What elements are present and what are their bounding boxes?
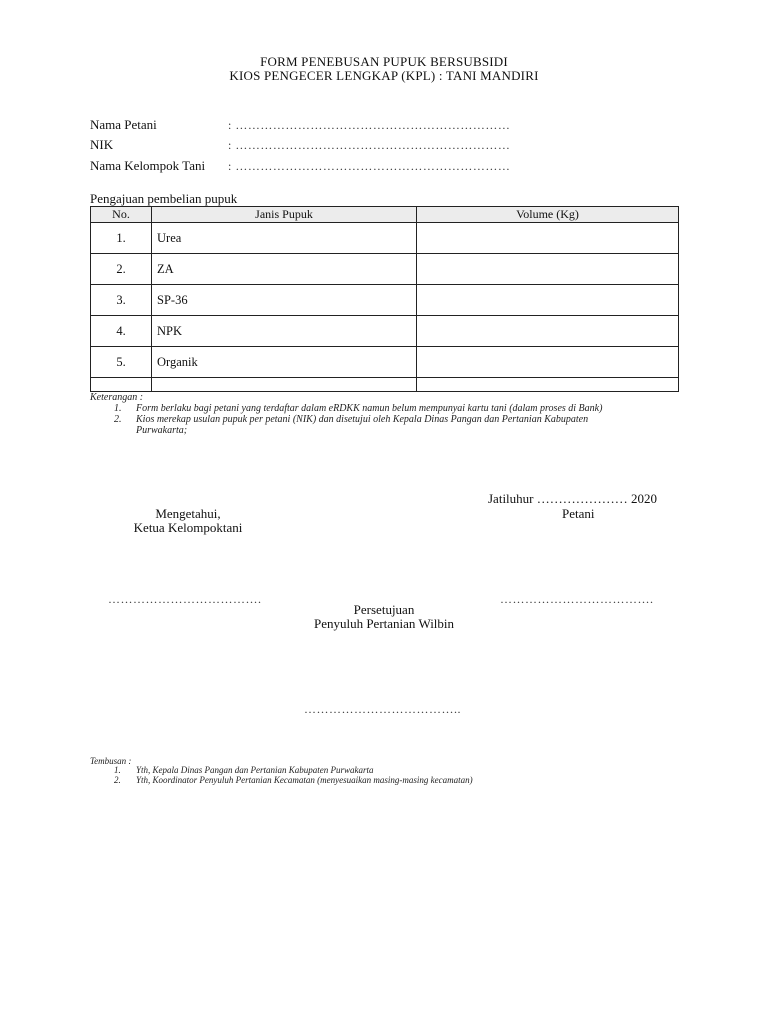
petani-label: Petani bbox=[562, 506, 595, 521]
field-label-nama-petani: Nama Petani bbox=[90, 117, 157, 132]
form-title: FORM PENEBUSAN PUPUK BERSUBSIDI bbox=[260, 54, 508, 69]
left-signature-line: ………………………………. bbox=[108, 592, 262, 606]
row-volume-cell[interactable] bbox=[417, 347, 679, 378]
row-jenis: NPK bbox=[152, 316, 417, 347]
row-volume-cell[interactable] bbox=[417, 316, 679, 347]
table-row bbox=[91, 347, 679, 378]
field-label-nik: NIK bbox=[90, 137, 114, 152]
field-value-kelompok-tani[interactable]: : ………………………………………………………… bbox=[228, 159, 511, 173]
row-jenis-blank bbox=[152, 378, 417, 392]
row-jenis: ZA bbox=[152, 254, 417, 285]
field-label-kelompok-tani: Nama Kelompok Tani bbox=[90, 158, 206, 173]
tembusan-num-2: 2. bbox=[114, 775, 121, 785]
row-volume-cell[interactable] bbox=[417, 254, 679, 285]
mengetahui-label: Mengetahui, bbox=[155, 506, 221, 521]
table-row bbox=[91, 223, 679, 254]
table-row-blank bbox=[91, 378, 679, 392]
keterangan-text-2b: Purwakarta; bbox=[136, 425, 188, 436]
fertilizer-table bbox=[90, 206, 679, 392]
persetujuan-label: Persetujuan bbox=[353, 602, 415, 617]
table-row bbox=[91, 254, 679, 285]
form-subtitle: KIOS PENGECER LENGKAP (KPL) : TANI MANDIRI bbox=[229, 68, 539, 83]
ketua-kelompoktani-label: Ketua Kelompoktani bbox=[133, 520, 243, 535]
header-no: No. bbox=[91, 207, 152, 223]
table-row bbox=[91, 316, 679, 347]
row-volume-cell[interactable] bbox=[417, 223, 679, 254]
row-no: 2. bbox=[91, 254, 152, 285]
table-header-row bbox=[91, 207, 679, 223]
row-volume-cell[interactable] bbox=[417, 285, 679, 316]
keterangan-text-1: Form berlaku bagi petani yang terdaftar dalam eRDKK namun belum mempunyai kartu tani (dalam proses di Bank) bbox=[136, 403, 603, 414]
tembusan-title: Tembusan : bbox=[90, 756, 132, 766]
right-signature-line: ………………………………. bbox=[500, 592, 654, 606]
keterangan-title: Keterangan : bbox=[90, 392, 144, 403]
tembusan-text-2: Yth, Koordinator Penyuluh Pertanian Kecamatan (menyesuaikan masing-masing kecamatan) bbox=[136, 775, 473, 785]
table-row bbox=[91, 285, 679, 316]
row-no: 1. bbox=[91, 223, 152, 254]
penyuluh-label: Penyuluh Pertanian Wilbin bbox=[313, 616, 455, 631]
field-value-nik[interactable]: : ………………………………………………………… bbox=[228, 138, 511, 152]
tembusan-num-1: 1. bbox=[114, 765, 121, 775]
keterangan-text-2: Kios merekap usulan pupuk per petani (NIK) dan disetujui oleh Kepala Dinas Pangan dan Pertanian Kabupaten bbox=[136, 414, 589, 425]
place-date: Jatiluhur ………………… 2020 bbox=[488, 491, 657, 506]
center-signature-line: ……………………………….. bbox=[304, 702, 461, 716]
header-volume: Volume (Kg) bbox=[417, 207, 679, 223]
row-no: 5. bbox=[91, 347, 152, 378]
keterangan-num-2: 2. bbox=[114, 414, 122, 425]
row-jenis: SP-36 bbox=[152, 285, 417, 316]
field-value-nama-petani[interactable]: : ………………………………………………………… bbox=[228, 118, 511, 132]
table-caption: Pengajuan pembelian pupuk bbox=[90, 191, 238, 206]
header-jenis-pupuk: Janis Pupuk bbox=[152, 207, 417, 223]
tembusan-text-1: Yth, Kepala Dinas Pangan dan Pertanian Kabupaten Purwakarta bbox=[136, 765, 374, 775]
row-volume-blank[interactable] bbox=[417, 378, 679, 392]
row-no: 4. bbox=[91, 316, 152, 347]
row-no-blank bbox=[91, 378, 152, 392]
keterangan-num-1: 1. bbox=[114, 403, 122, 414]
row-jenis: Organik bbox=[152, 347, 417, 378]
row-no: 3. bbox=[91, 285, 152, 316]
row-jenis: Urea bbox=[152, 223, 417, 254]
